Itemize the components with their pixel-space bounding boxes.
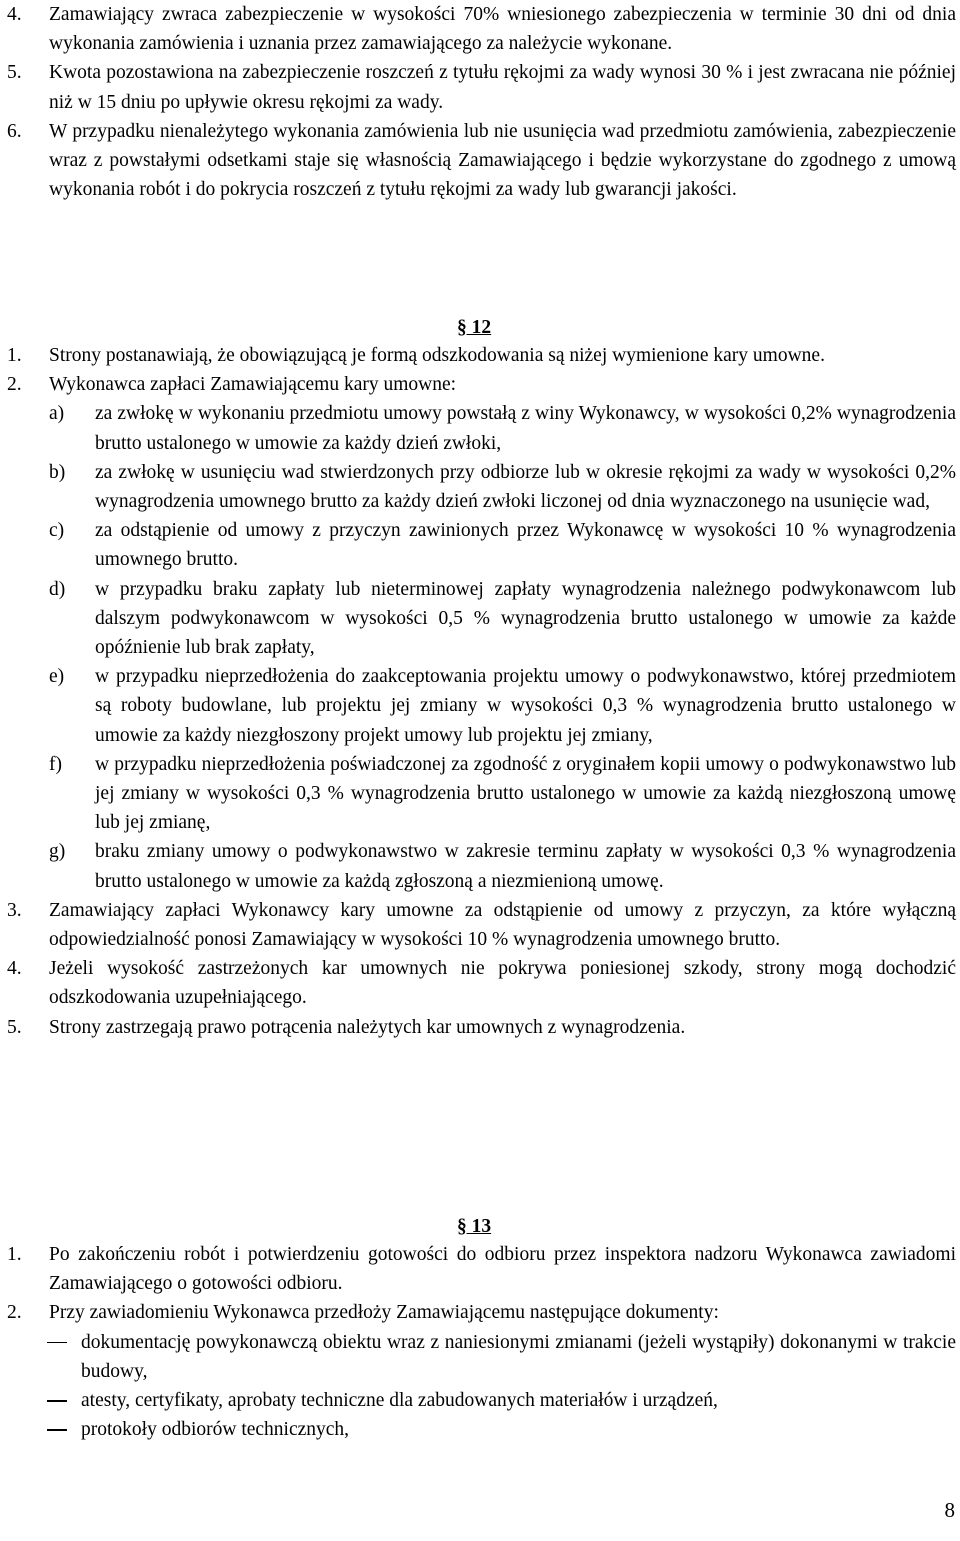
- item-text: Strony postanawiają, że obowiązującą je formą odszkodowania są niżej wymienione kary umowne.: [49, 345, 825, 366]
- dash-item: [7, 1415, 956, 1444]
- sub-item-text: w przypadku braku zapłaty lub nieterminowej zapłaty wynagrodzenia należnego podwykonawcom lub dalszym podwykonawcom w wysokości 0,5 % wynagrodzenia brutto ustalonego w umowie za każde opóźnienie lub brak zapłaty,: [95, 578, 956, 659]
- item-number: 1.: [7, 345, 22, 366]
- dash-item-text: atesty, certyfikaty, aprobaty techniczne dla zabudowanych materiałów i urządzeń,: [81, 1390, 718, 1412]
- sub-item: [7, 399, 956, 457]
- sub-item-text: w przypadku nieprzedłożenia do zaakceptowania projektu umowy o podwykonawstwo, której przedmiotem są roboty budowlane, lub projektu jej zmiany w wysokości 0,3 % wynagrodzenia brutto ustalonego w umowie za każdy niezgłoszony projekt umowy lub projektu jej zmiany,: [95, 666, 956, 746]
- sub-item-text: za zwłokę w usunięciu wad stwierdzonych przy odbiorze lub w okresie rękojmi za wady w wysokości 0,2% wynagrodzenia umownego brutto za każdy dzień zwłoki liczonej od dnia wyznaczonego na usunięcie wad,: [95, 461, 956, 513]
- item-number: 4.: [7, 958, 22, 980]
- sub-item-text: w przypadku nieprzedłożenia poświadczonej za zgodność z oryginałem kopii umowy o podwykonawstwo lub jej zmiany w wysokości 0,3 % wynagrodzenia brutto ustalonego w umowie za każdą niezgłoszoną umowę lub jej zmianę,: [95, 753, 956, 834]
- item-number: 2.: [7, 374, 22, 396]
- sub-item-text: za odstąpienie od umowy z przyczyn zawinionych przez Wykonawcę w wysokości 10 % wynagrodzenia umownego brutto.: [95, 520, 956, 571]
- item-number: 5.: [7, 62, 22, 84]
- sub-item-letter: a): [49, 403, 65, 425]
- item-text: Przy zawiadomieniu Wykonawca przedłoży Zamawiającemu następujące dokumenty:: [49, 1302, 719, 1324]
- sub-item: [7, 837, 956, 895]
- item-number: 2.: [7, 1302, 22, 1324]
- list-item: [7, 1013, 956, 1042]
- item-text: Wykonawca zapłaci Zamawiającemu kary umowne:: [49, 374, 457, 396]
- item-number: 1.: [7, 1244, 22, 1265]
- item-text: Strony zastrzegają prawo potrącenia należytych kar umownych z wynagrodzenia.: [49, 1016, 686, 1038]
- dash-item-text: protokoły odbiorów technicznych,: [81, 1419, 350, 1441]
- section-13-body: [7, 1240, 956, 1444]
- dash-item: [7, 1386, 956, 1415]
- item-number: 5.: [7, 1016, 22, 1038]
- item-text: Po zakończeniu robót i potwierdzeniu gotowości do odbioru przez inspektora nadzoru Wykonawca zawiadomi Zamawiającego o gotowości odbioru.: [49, 1244, 956, 1295]
- dash-item: [7, 1328, 956, 1386]
- sub-item-text: braku zmiany umowy o podwykonawstwo w zakresie terminu zapłaty w wysokości 0,3 % wynagrodzenia brutto ustalonego w umowie za każdą zgłoszoną a niezmienioną umowę.: [95, 841, 956, 892]
- list-item: [7, 954, 956, 1012]
- sub-item-letter: f): [49, 753, 62, 775]
- section-12-body: [7, 341, 956, 1042]
- list-item: [7, 370, 956, 399]
- sub-item-letter: c): [49, 520, 65, 542]
- sub-item-text: za zwłokę w wykonaniu przedmiotu umowy powstałą z winy Wykonawcy, w wysokości 0,2% wynagrodzenia brutto ustalonego w umowie za każdy dzień zwłoki,: [95, 403, 956, 454]
- list-item: [7, 1240, 956, 1298]
- sub-item: [7, 516, 956, 574]
- sub-item-letter: g): [49, 841, 66, 863]
- page-number: 8: [944, 1498, 955, 1522]
- list-item: [7, 341, 956, 370]
- item-text: Zamawiający zapłaci Wykonawcy kary umowne za odstąpienie od umowy z przyczyn, za które wyłączną odpowiedzialność ponosi Zamawiający w wysokości 10 % wynagrodzenia umownego brutto.: [49, 899, 956, 951]
- sub-item-letter: e): [49, 666, 65, 688]
- item-text: Jeżeli wysokość zastrzeżonych kar umownych nie pokrywa poniesionej szkody, strony mogą dochodzić odszkodowania uzupełniającego.: [49, 958, 956, 1009]
- item-number: 3.: [7, 899, 22, 921]
- item-text: Zamawiający zwraca zabezpieczenie w wysokości 70% wniesionego zabezpieczenia w terminie 30 dni od dnia wykonania zamówienia i uznania przez zamawiającego za należycie wykonane.: [49, 4, 956, 55]
- dash-bullet: [47, 1342, 67, 1344]
- sub-item: [7, 750, 956, 838]
- list-item: [7, 0, 956, 58]
- list-item: [7, 1298, 956, 1327]
- list-item: [7, 896, 956, 954]
- section-heading-13: § 13: [457, 1216, 492, 1237]
- sub-item: [7, 458, 956, 516]
- sub-item-letter: d): [49, 578, 66, 600]
- dash-item-text: dokumentację powykonawczą obiektu wraz z naniesionymi zmianami (jeżeli wystąpiły) dokonanymi w trakcie budowy,: [81, 1331, 956, 1382]
- sub-item: [7, 575, 956, 663]
- item-number: 6.: [7, 120, 22, 142]
- item-number: 4.: [7, 4, 22, 25]
- item-text: Kwota pozostawiona na zabezpieczenie roszczeń z tytułu rękojmi za wady wynosi 30 % i jest zwracana nie później niż w 15 dniu po upływie okresu rękojmi za wady.: [49, 62, 956, 113]
- top-items: [7, 0, 956, 204]
- item-text: W przypadku nienależytego wykonania zamówienia lub nie usunięcia wad przedmiotu zamówienia, zabezpieczenie wraz z powstałymi odsetkami staje się własnością Zamawiającego i będzie wykorzystane do zgodnego z umową wykonania robót i do pokrycia roszczeń z tytułu rękojmi za wady lub gwarancji jakości.: [49, 120, 956, 201]
- dash-bullet: [47, 1429, 67, 1431]
- section-heading-12: § 12: [457, 317, 492, 338]
- list-item: [7, 117, 956, 205]
- sub-item-letter: b): [49, 461, 66, 483]
- list-item: [7, 58, 956, 116]
- dash-bullet: [47, 1400, 67, 1402]
- sub-item: [7, 662, 956, 750]
